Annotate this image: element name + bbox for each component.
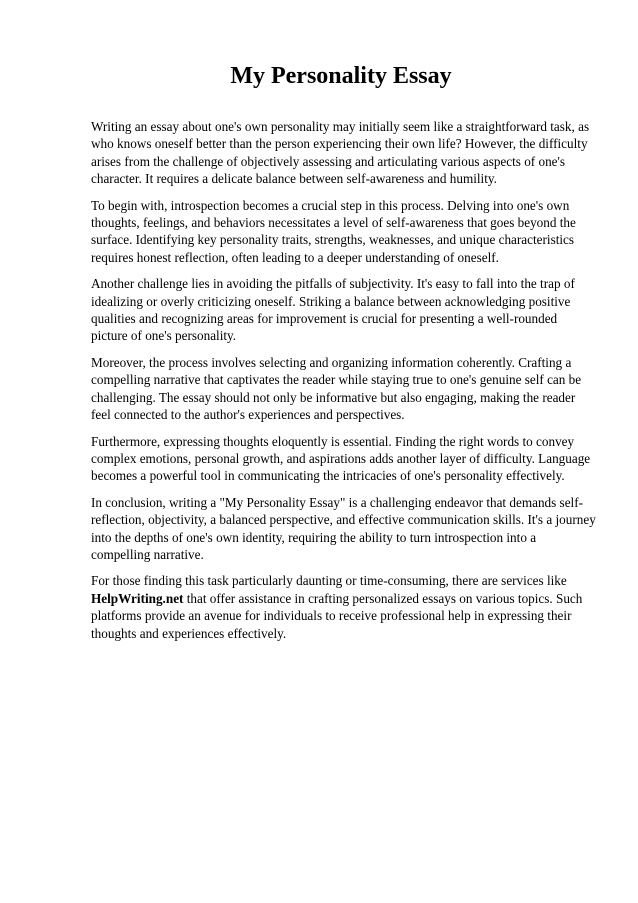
paragraph-3: Another challenge lies in avoiding the pitfalls of subjectivity. It's easy to fall into the trap of idealizing or overly criticizing oneself. Striking a balance between acknowledging positive qualities and recognizing areas for improvement is crucial for presenting a well-rounded picture of one's personality. — [91, 276, 575, 344]
document-title: My Personality Essay — [230, 63, 452, 89]
brand-name: HelpWriting.net — [91, 590, 184, 606]
paragraph-1: Writing an essay about one's own personality may initially seem like a straightforward task, as who knows oneself better than the person experiencing their own life? However, the difficulty arises from the challenge of objectively assessing and articulating various aspects of one's character. It requires a delicate balance between self-awareness and humility. — [91, 119, 590, 187]
paragraph-2: To begin with, introspection becomes a crucial step in this process. Delving into one's own thoughts, feelings, and behaviors necessitates a level of self-awareness that goes beyond the surface. Identifying key personality traits, strengths, weaknesses, and unique characteristics requires honest reflection, often leading to a deeper understanding of oneself. — [91, 197, 576, 265]
paragraph-5: Furthermore, expressing thoughts eloquently is essential. Finding the right words to convey complex emotions, personal growth, and aspirations adds another layer of difficulty. Language becomes a powerful tool in communicating the intricacies of one's personality effectively. — [91, 433, 591, 484]
paragraph-6: In conclusion, writing a "My Personality Essay" is a challenging endeavor that demands self-reflection, objectivity, a balanced perspective, and effective communication skills. It's a journey into the depths of one's own identity, requiring the ability to turn introspection into a compelling narrative. — [91, 494, 596, 562]
document-body — [91, 118, 597, 651]
paragraph-4: Moreover, the process involves selecting and organizing information coherently. Crafting a compelling narrative that captivates the reader while staying true to one's genuine self can be challenging. The essay should not only be informative but also engaging, making the reader feel connected to the author's experiences and perspectives. — [91, 354, 582, 423]
paragraph-7-lead: For those finding this task particularly daunting or time-consuming, there are services like — [91, 573, 567, 589]
paragraph-7 — [91, 572, 597, 642]
paragraph-7-rest: that offer assistance in crafting personalized essays on various topics. Such platforms provide an avenue for individuals to receive professional help in expressing their thoughts and experiences effectively. — [91, 590, 583, 641]
